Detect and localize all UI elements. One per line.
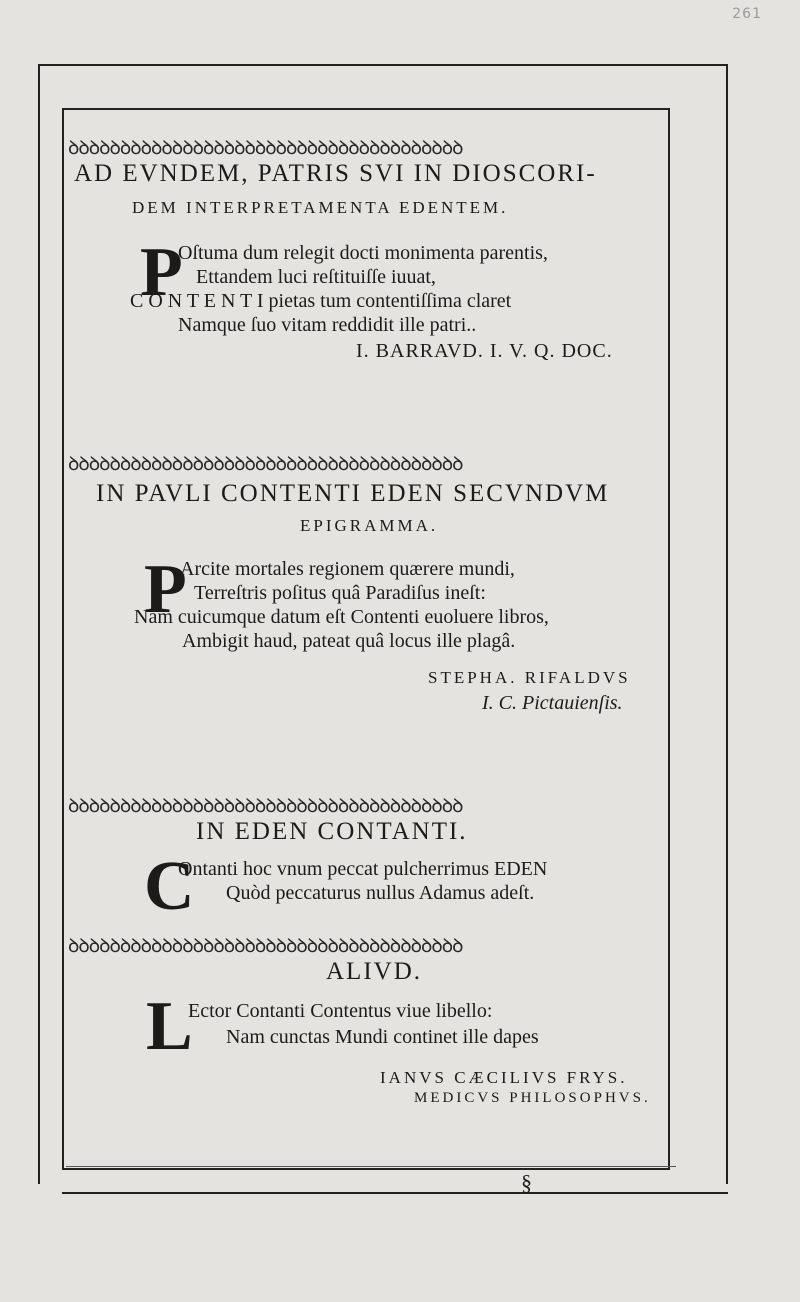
- section1-author: I. BARRAVD. I. V. Q. DOC.: [356, 340, 613, 362]
- section4-title: ALIVD.: [326, 958, 423, 985]
- section1-line-1: Oſtuma dum relegit docti monimenta parentis,: [178, 242, 548, 264]
- section2-line-3: Nam cuicumque datum eſt Contenti euoluere libros,: [134, 606, 549, 628]
- section1-line-2: Ettandem luci reſtituiſſe iuuat,: [196, 266, 436, 288]
- section3-line-2: Quòd peccaturus nullus Adamus adeſt.: [226, 882, 535, 904]
- section2-line-1: Arcite mortales regionem quærere mundi,: [180, 558, 515, 580]
- section2-author-affiliation: I. C. Pictauienſis.: [482, 692, 623, 714]
- section3-line-1: Ontanti hoc vnum peccat pulcherrimus EDEN: [178, 858, 548, 880]
- ornament-band-2: ꝺꝺꝺꝺꝺꝺꝺꝺꝺꝺꝺꝺꝺꝺꝺꝺꝺꝺꝺꝺꝺꝺꝺꝺꝺꝺꝺꝺꝺꝺꝺꝺꝺꝺꝺꝺꝺꝺ: [68, 454, 463, 472]
- signature-mark: §: [521, 1170, 532, 1195]
- section2-dropcap: P: [144, 551, 187, 628]
- section2-title: IN PAVLI CONTENTI EDEN SECVNDVM: [96, 480, 610, 507]
- section3-dropcap: C: [144, 848, 195, 925]
- ornament-band-4: ꝺꝺꝺꝺꝺꝺꝺꝺꝺꝺꝺꝺꝺꝺꝺꝺꝺꝺꝺꝺꝺꝺꝺꝺꝺꝺꝺꝺꝺꝺꝺꝺꝺꝺꝺꝺꝺꝺ: [68, 936, 463, 954]
- folio-number: 261: [732, 6, 762, 22]
- section4-line-2: Nam cunctas Mundi continet ille dapes: [226, 1026, 539, 1048]
- section1-line-3: C O N T E N T I pietas tum contentiſſima claret: [130, 290, 512, 312]
- section4-author-title: MEDICVS PHILOSOPHVS.: [414, 1090, 651, 1106]
- section2-author: STEPHA. RIFALDVS: [428, 668, 631, 687]
- bottom-rule: [66, 1166, 676, 1167]
- section4-line-1: Ector Contanti Contentus viue libello:: [188, 1000, 493, 1022]
- ornament-band-1: ꝺꝺꝺꝺꝺꝺꝺꝺꝺꝺꝺꝺꝺꝺꝺꝺꝺꝺꝺꝺꝺꝺꝺꝺꝺꝺꝺꝺꝺꝺꝺꝺꝺꝺꝺꝺꝺꝺ: [68, 138, 463, 156]
- section1-title: AD EVNDEM, PATRIS SVI IN DIOSCORI-: [74, 160, 597, 187]
- section1-subtitle: DEM INTERPRETAMENTA EDENTEM.: [132, 198, 509, 217]
- section1-line-4: Namque ſuo vitam reddidit ille patri..: [178, 314, 477, 336]
- section2-subtitle: EPIGRAMMA.: [300, 516, 439, 535]
- section2-line-4: Ambigit haud, pateat quâ locus ille plagâ.: [182, 630, 516, 652]
- section4-dropcap: L: [146, 988, 193, 1065]
- section3-title: IN EDEN CONTANTI.: [196, 818, 468, 845]
- section1-dropcap: P: [140, 234, 183, 311]
- section2-line-2: Terreſtris poſitus quâ Paradiſus ineſt:: [194, 582, 486, 604]
- section4-author: IANVS CÆCILIVS FRYS.: [380, 1068, 628, 1087]
- outer-frame-bottom: [62, 1192, 728, 1194]
- ornament-band-3: ꝺꝺꝺꝺꝺꝺꝺꝺꝺꝺꝺꝺꝺꝺꝺꝺꝺꝺꝺꝺꝺꝺꝺꝺꝺꝺꝺꝺꝺꝺꝺꝺꝺꝺꝺꝺꝺꝺ: [68, 796, 463, 814]
